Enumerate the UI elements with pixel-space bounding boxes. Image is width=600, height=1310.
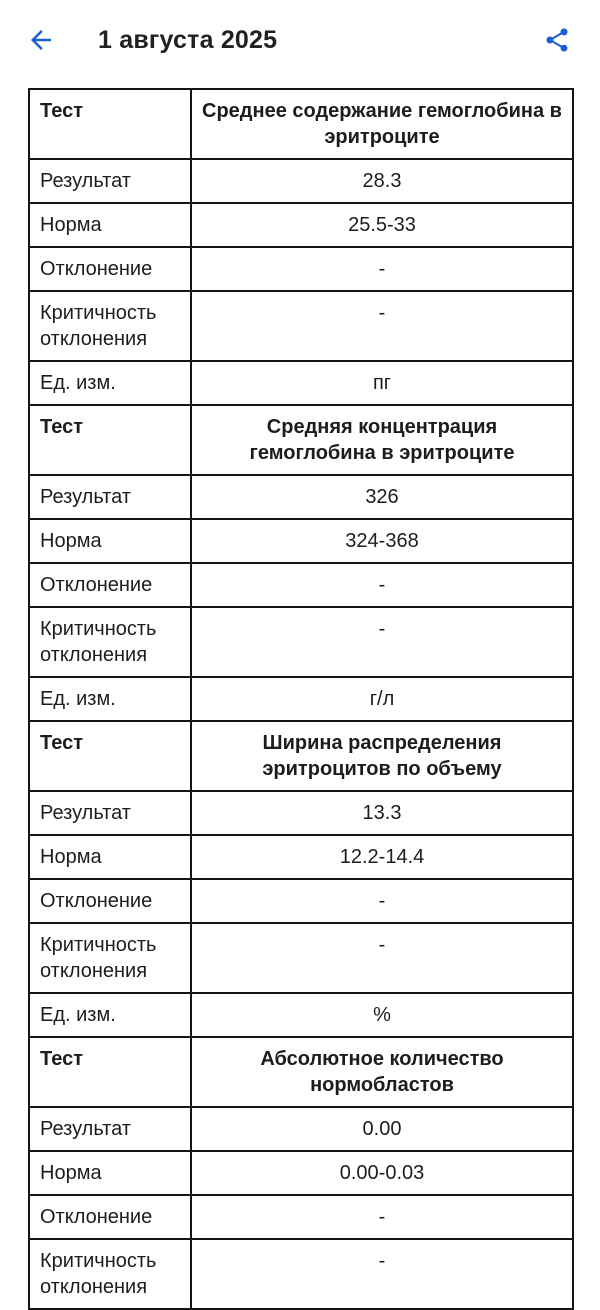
row-value-cell: - [191,607,573,677]
table-row-deviation [29,563,573,607]
row-value-cell: Ширина распределения эритроцитов по объему [191,721,573,791]
table-row-test [29,1037,573,1107]
table-row-deviation [29,1195,573,1239]
row-label-cell: Тест [29,405,191,475]
row-label-cell: Ед. изм. [29,993,191,1037]
row-label-cell: Тест [29,721,191,791]
row-value-cell: Средняя концентрация гемоглобина в эритроците [191,405,573,475]
app-header [0,0,600,58]
table-row-unit [29,361,573,405]
table-row-result [29,1107,573,1151]
table-row-result [29,791,573,835]
row-value-cell: 25.5-33 [191,203,573,247]
row-value-cell: 326 [191,475,573,519]
row-value-cell: - [191,1239,573,1309]
row-label-cell: Отклонение [29,879,191,923]
row-label-cell: Результат [29,159,191,203]
row-value-cell: Абсолютное количество нормобластов [191,1037,573,1107]
row-value-cell: Среднее содержание гемоглобина в эритроците [191,89,573,159]
row-value-cell: - [191,879,573,923]
row-label-cell: Результат [29,1107,191,1151]
row-value-cell: 0.00 [191,1107,573,1151]
row-value-cell: 13.3 [191,791,573,835]
row-value-cell: - [191,291,573,361]
row-value-cell: пг [191,361,573,405]
table-row-criticality [29,1239,573,1309]
row-label-cell: Критичность отклонения [29,291,191,361]
row-label-cell: Отклонение [29,563,191,607]
row-label-cell: Норма [29,519,191,563]
table-row-test [29,405,573,475]
table-row-test [29,89,573,159]
table-row-norm [29,519,573,563]
row-label-cell: Отклонение [29,247,191,291]
row-value-cell: - [191,247,573,291]
row-value-cell: 12.2-14.4 [191,835,573,879]
row-value-cell: г/л [191,677,573,721]
row-value-cell: 0.00-0.03 [191,1151,573,1195]
row-label-cell: Ед. изм. [29,677,191,721]
back-arrow-icon [26,25,56,55]
table-row-result [29,475,573,519]
row-label-cell: Норма [29,835,191,879]
table-row-norm [29,203,573,247]
row-label-cell: Критичность отклонения [29,607,191,677]
table-row-unit [29,677,573,721]
row-label-cell: Тест [29,89,191,159]
row-label-cell: Тест [29,1037,191,1107]
row-value-cell: 28.3 [191,159,573,203]
table-row-norm [29,1151,573,1195]
share-icon [543,26,571,54]
row-label-cell: Результат [29,475,191,519]
back-button[interactable] [24,23,58,57]
table-row-norm [29,835,573,879]
row-value-cell: % [191,993,573,1037]
table-row-deviation [29,879,573,923]
share-button[interactable] [540,23,574,57]
table-row-unit [29,993,573,1037]
row-value-cell: - [191,1195,573,1239]
row-value-cell: - [191,563,573,607]
row-value-cell: 324-368 [191,519,573,563]
table-row-test [29,721,573,791]
row-label-cell: Норма [29,1151,191,1195]
row-label-cell: Критичность отклонения [29,1239,191,1309]
table-row-result [29,159,573,203]
row-label-cell: Результат [29,791,191,835]
table-row-criticality [29,923,573,993]
page-title: 1 августа 2025 [98,25,278,54]
table-row-criticality [29,291,573,361]
row-label-cell: Отклонение [29,1195,191,1239]
row-label-cell: Норма [29,203,191,247]
row-value-cell: - [191,923,573,993]
row-label-cell: Ед. изм. [29,361,191,405]
results-table-body [29,89,573,1309]
table-row-criticality [29,607,573,677]
row-label-cell: Критичность отклонения [29,923,191,993]
results-table [28,88,574,1310]
table-row-deviation [29,247,573,291]
